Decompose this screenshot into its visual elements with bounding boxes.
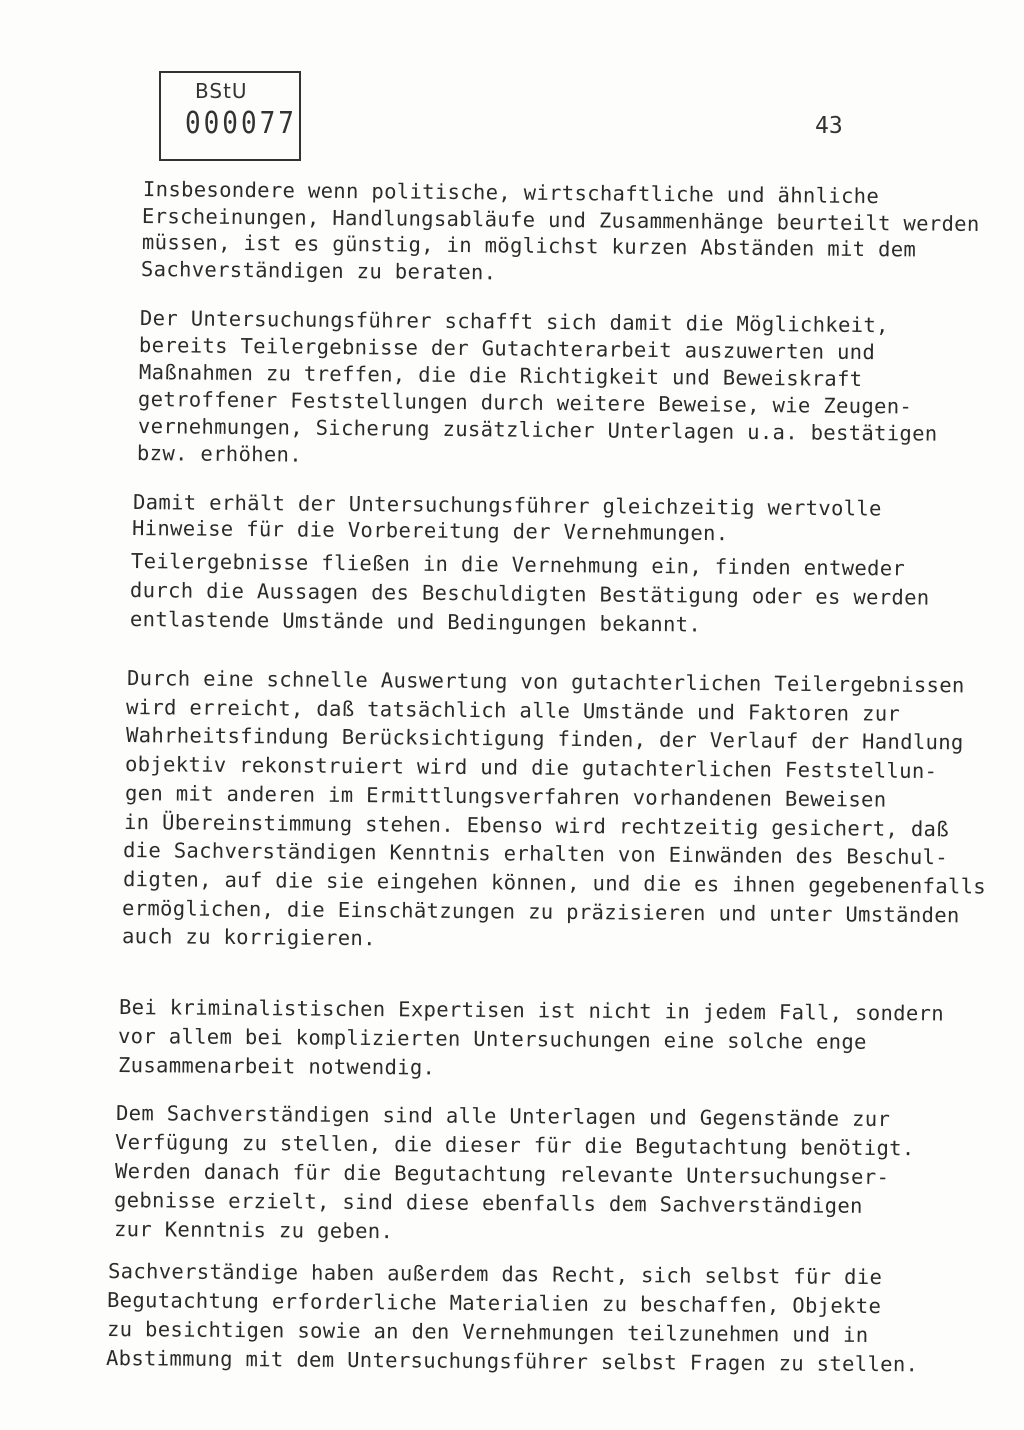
text-line: in Übereinstimmung stehen. Ebenso wird rechtzeitig gesichert, daß <box>123 809 950 841</box>
text-line: Damit erhält der Untersuchungsführer gleichzeitig wertvolle <box>132 490 882 521</box>
text-line: Der Untersuchungsführer schafft sich damit die Möglichkeit, <box>139 306 889 338</box>
text-line: Werden danach für die Begutachtung relevante Untersuchungser- <box>114 1159 890 1190</box>
text-line: Maßnahmen zu treffen, die die Richtigkeit und Beweiskraft <box>138 360 863 391</box>
text-line: zu besichtigen sowie an den Vernehmungen teilzunehmen und in <box>106 1317 869 1347</box>
text-line: ermöglichen, die Einschätzungen zu präzisieren und unter Umständen <box>122 895 960 927</box>
archive-stamp <box>159 71 301 161</box>
text-line: gen mit anderen im Ermittlungsverfahren vorhandenen Beweisen <box>124 780 887 812</box>
text-line: müssen, ist es günstig, in möglichst kurzen Abständen mit dem <box>141 230 917 262</box>
text-line: gebnisse erzielt, sind diese ebenfalls dem Sachverständigen <box>114 1188 864 1218</box>
text-line: Bei kriminalistischen Expertisen ist nicht in jedem Fall, sondern <box>118 995 945 1026</box>
text-line: die Sachverständigen Kenntnis erhalten von Einwänden des Beschul- <box>123 838 949 870</box>
text-line: Durch eine schnelle Auswertung von gutachterlichen Teilergebnissen <box>126 666 965 698</box>
text-line: Wahrheitsfindung Berücksichtigung finden, der Verlauf der Handlung <box>125 723 964 755</box>
text-line: bereits Teilergebnisse der Gutachterarbeit auszuwerten und <box>139 333 876 365</box>
text-line: objektiv rekonstruiert wird und die gutachterlichen Feststellun- <box>125 752 938 784</box>
text-line: digten, auf die sie eingehen können, und die es ihnen gegebenenfalls <box>122 866 986 899</box>
text-line: entlastende Umstände und Bedingungen bekannt. <box>129 607 702 637</box>
page-number: 43 <box>815 113 843 139</box>
text-line: Abstimmung mit dem Untersuchungsführer selbst Fragen zu stellen. <box>106 1346 919 1377</box>
text-line: Dem Sachverständigen sind alle Unterlagen und Gegenstände zur <box>115 1101 891 1132</box>
text-line: Zusammenarbeit notwendig. <box>117 1053 436 1080</box>
text-line: Sachverständige haben außerdem das Recht, sich selbst für die <box>107 1259 883 1290</box>
text-line: getroffener Feststellungen durch weitere Beweise, wie Zeugen- <box>138 387 913 419</box>
text-line: Verfügung zu stellen, die dieser für die Begutachtung benötigt. <box>115 1130 916 1161</box>
text-line: Erscheinungen, Handlungsabläufe und Zusammenhänge beurteilt werden <box>142 203 981 236</box>
text-line: wird erreicht, daß tatsächlich alle Umstände und Faktoren zur <box>126 694 901 726</box>
text-line: Hinweise für die Vorbereitung der Vernehmungen. <box>132 516 730 546</box>
text-line: Teilergebnisse fließen in die Vernehmung ein, finden entweder <box>130 549 906 581</box>
text-line: Sachverständigen zu beraten. <box>141 256 497 284</box>
text-line: vernehmungen, Sicherung zusätzlicher Unterlagen u.a. bestätigen <box>137 414 938 446</box>
stamp-label: BStU <box>195 79 248 103</box>
text-line: Insbesondere wenn politische, wirtschaftliche und ähnliche <box>142 177 880 209</box>
text-line: Begutachtung erforderliche Materialien zu beschaffen, Objekte <box>107 1288 882 1319</box>
text-line: auch zu korrigieren. <box>121 924 376 951</box>
text-line: zur Kenntnis zu geben. <box>113 1217 393 1244</box>
stamp-number: 000077 <box>185 106 297 142</box>
text-line: durch die Aussagen des Beschuldigten Bestätigung oder es werden <box>130 578 931 610</box>
text-line: vor allem bei komplizierten Untersuchungen eine solche enge <box>118 1024 868 1054</box>
text-line: bzw. erhöhen. <box>136 441 303 467</box>
